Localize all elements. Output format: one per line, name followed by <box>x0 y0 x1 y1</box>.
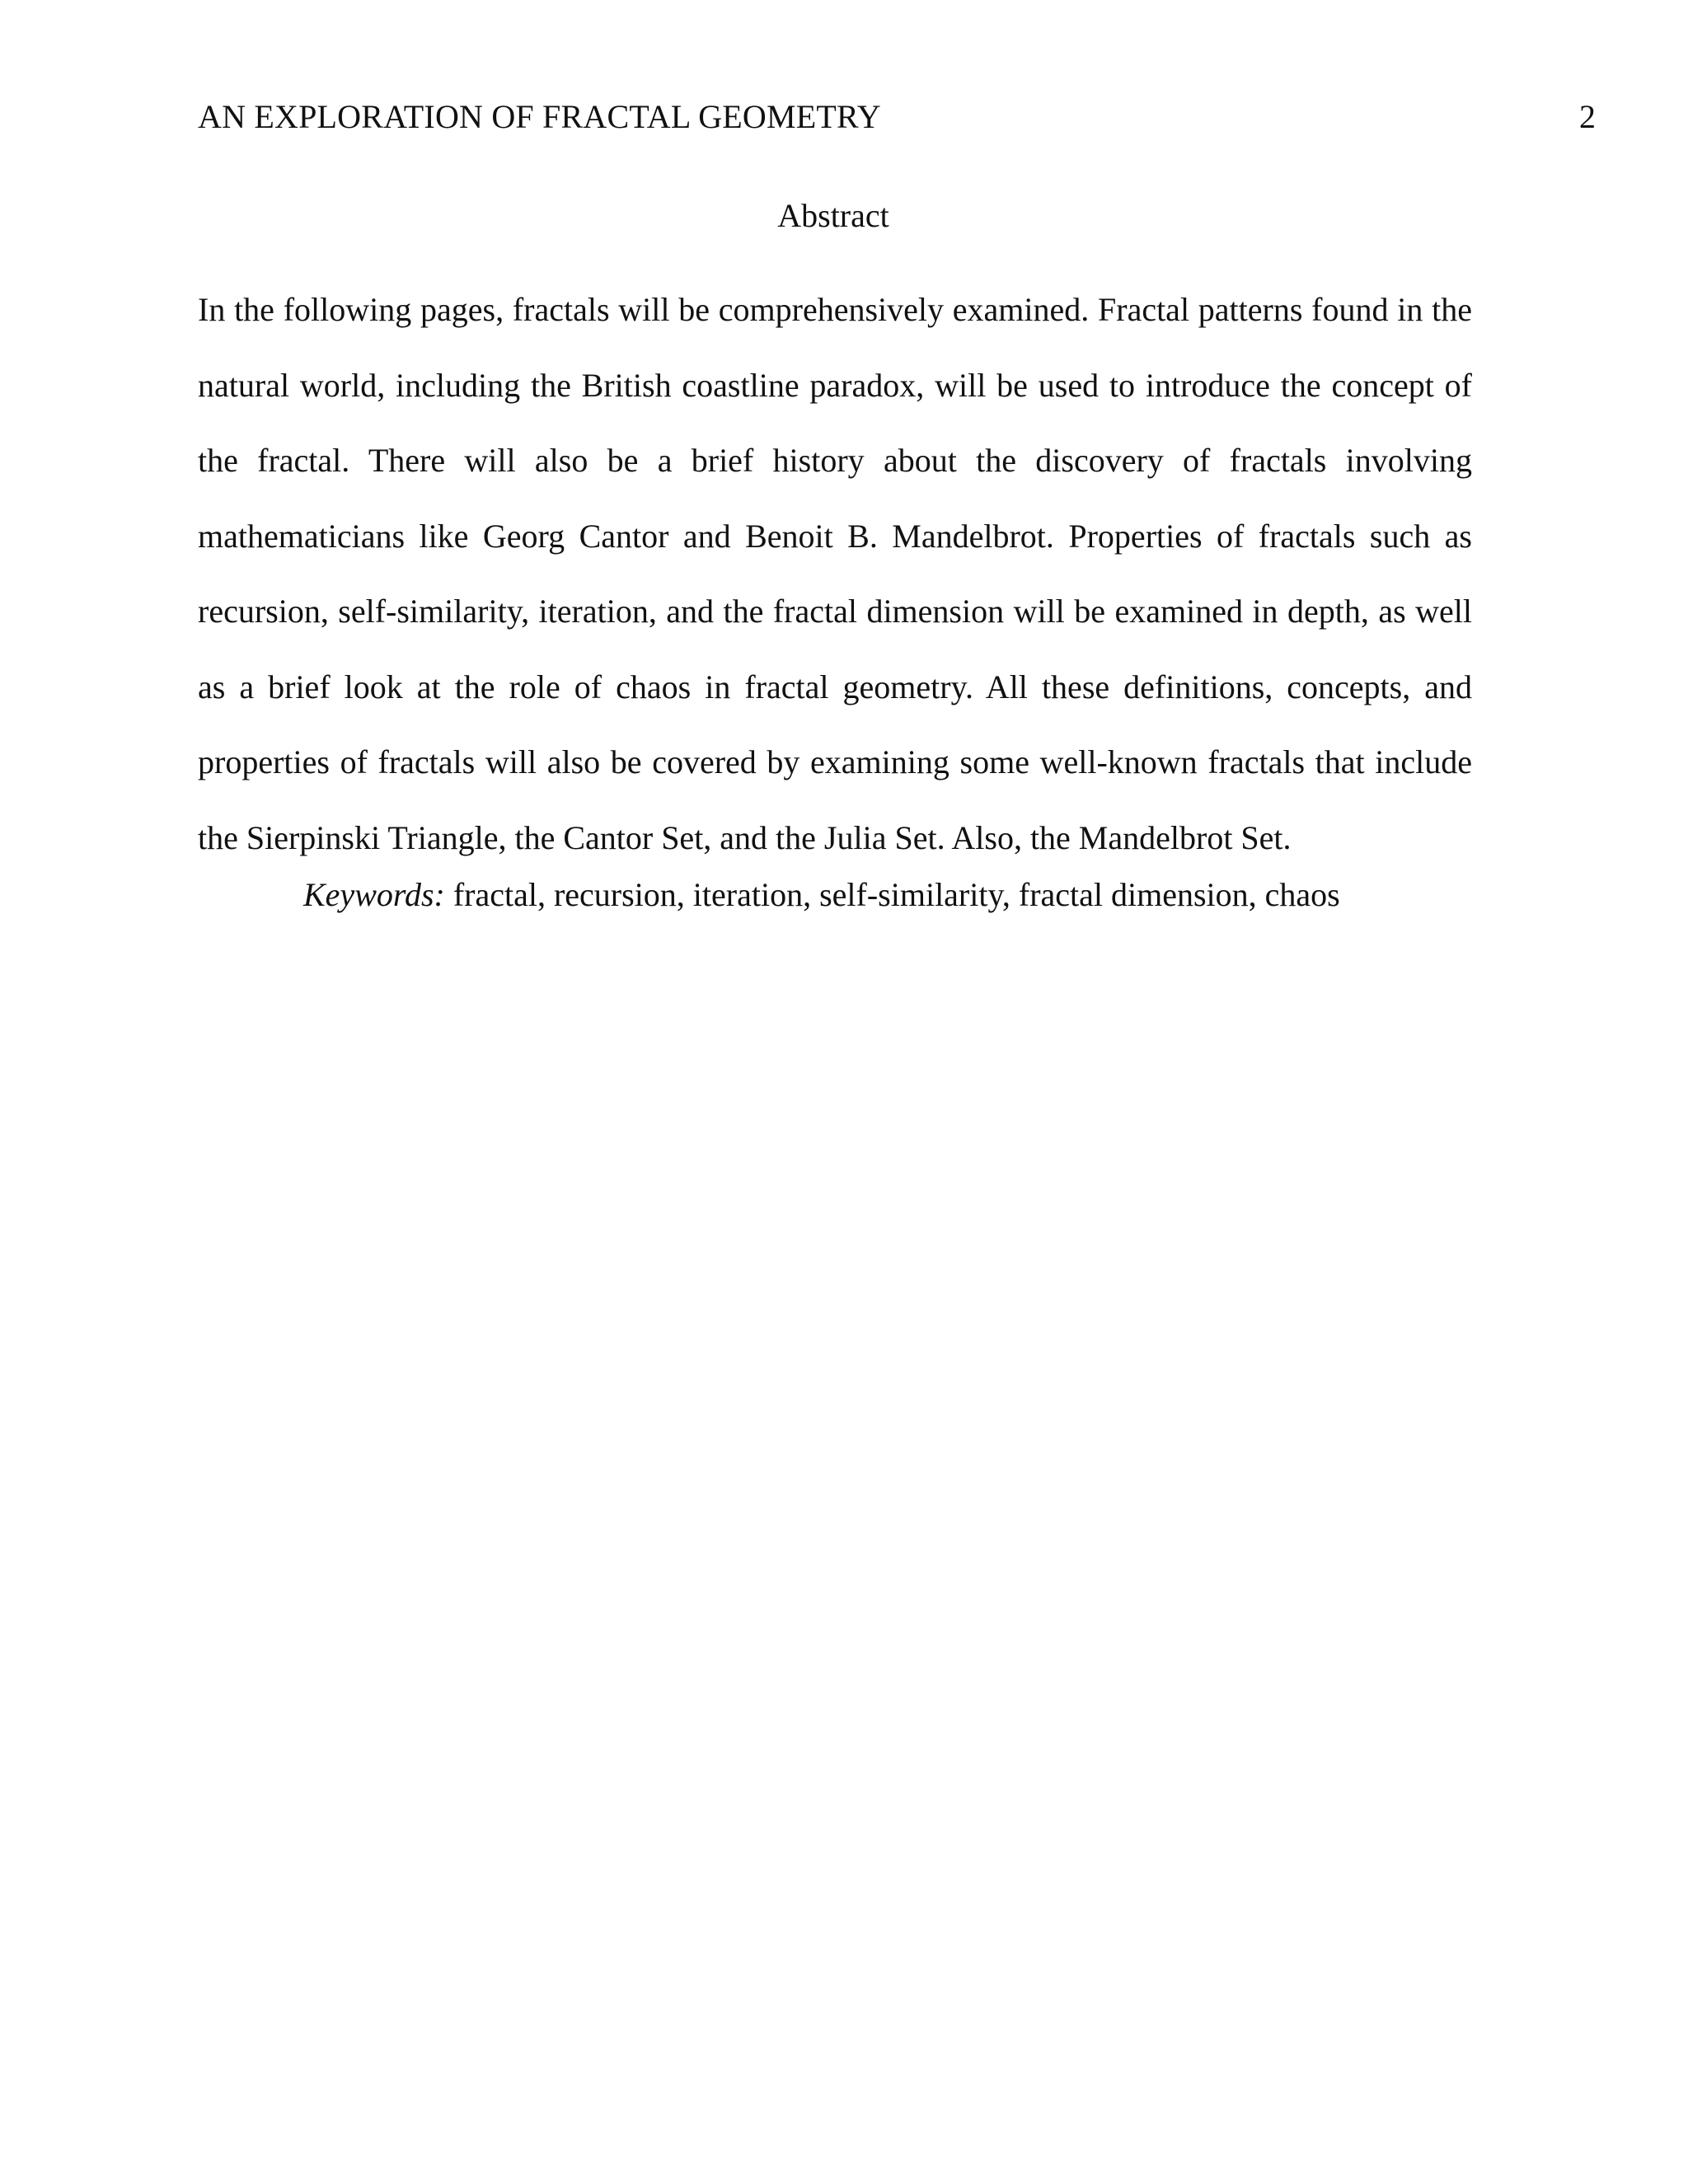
keywords-label: Keywords: <box>303 876 445 913</box>
page-number: 2 <box>1579 98 1596 135</box>
abstract-line: mathematicians like Georg Cantor and Benoit B. Mandelbrot. Properties of fractals such as <box>198 517 1472 555</box>
abstract-paragraph <box>198 272 1472 875</box>
keywords-text: fractal, recursion, iteration, self-similarity, fractal dimension, chaos <box>444 876 1340 913</box>
keywords-line <box>303 875 1340 915</box>
abstract-heading: Abstract <box>777 197 889 234</box>
abstract-line: In the following pages, fractals will be comprehensively examined. Fractal patterns found in the <box>198 291 1472 328</box>
abstract-line: as a brief look at the role of chaos in fractal geometry. All these definitions, concepts, and <box>198 668 1472 705</box>
abstract-line: recursion, self-similarity, iteration, and the fractal dimension will be examined in depth, as well <box>198 593 1472 630</box>
abstract-line: the Sierpinski Triangle, the Cantor Set, and the Julia Set. Also, the Mandelbrot Set. <box>198 818 1292 856</box>
abstract-line: the fractal. There will also be a brief history about the discovery of fractals involving <box>198 442 1472 479</box>
abstract-line: properties of fractals will also be covered by examining some well-known fractals that include <box>198 743 1472 780</box>
abstract-line: natural world, including the British coastline paradox, will be used to introduce the concept of <box>198 366 1472 404</box>
running-head: AN EXPLORATION OF FRACTAL GEOMETRY <box>198 98 881 135</box>
